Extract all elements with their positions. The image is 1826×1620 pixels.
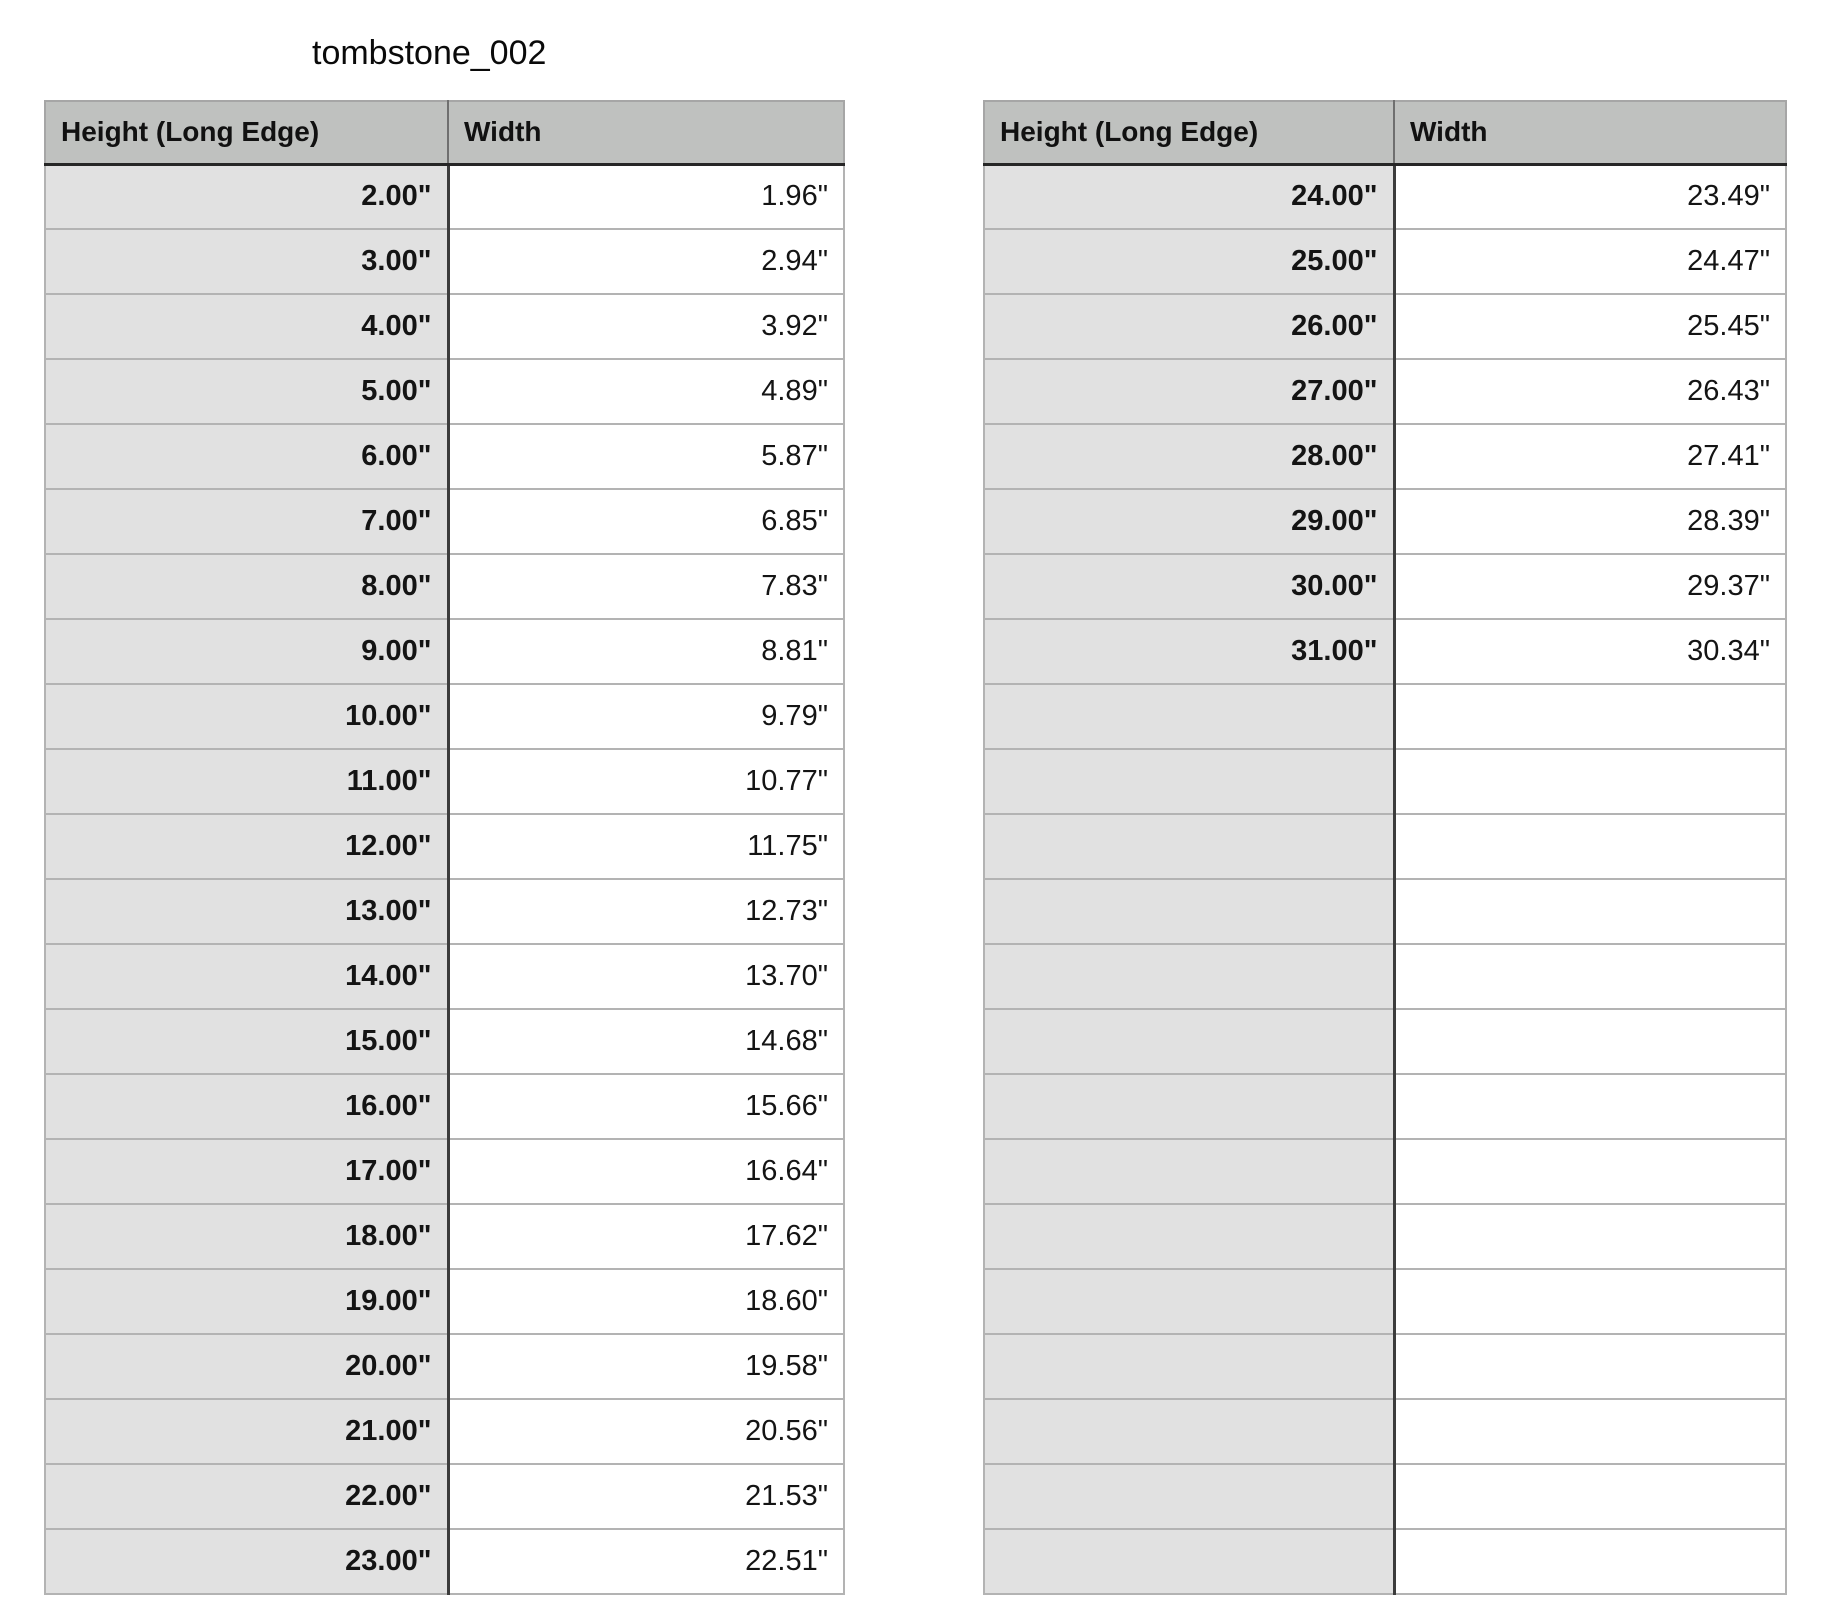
- width-cell: [1394, 879, 1786, 944]
- width-cell: 23.49": [1394, 164, 1786, 229]
- width-cell: [1394, 1399, 1786, 1464]
- height-cell: 20.00": [45, 1334, 448, 1399]
- table-row: [984, 424, 1786, 489]
- table-row: [984, 619, 1786, 684]
- table-row: [984, 1204, 1786, 1269]
- table-row: [45, 294, 844, 359]
- table-row: [45, 1529, 844, 1594]
- table-row: [984, 164, 1786, 229]
- height-cell: 30.00": [984, 554, 1394, 619]
- width-cell: 28.39": [1394, 489, 1786, 554]
- width-cell: [1394, 1204, 1786, 1269]
- height-cell: 16.00": [45, 1074, 448, 1139]
- height-cell: [984, 1009, 1394, 1074]
- width-cell: 30.34": [1394, 619, 1786, 684]
- table-row: [45, 684, 844, 749]
- table-body-left: [45, 164, 844, 1594]
- table-row: [984, 1009, 1786, 1074]
- height-cell: 21.00": [45, 1399, 448, 1464]
- height-cell: [984, 1334, 1394, 1399]
- height-cell: 27.00": [984, 359, 1394, 424]
- width-cell: 18.60": [448, 1269, 844, 1334]
- table-row: [45, 1269, 844, 1334]
- table-row: [984, 1529, 1786, 1594]
- width-cell: [1394, 1464, 1786, 1529]
- table-row: [45, 424, 844, 489]
- table-row: [45, 1204, 844, 1269]
- height-cell: 11.00": [45, 749, 448, 814]
- height-cell: 29.00": [984, 489, 1394, 554]
- width-cell: 2.94": [448, 229, 844, 294]
- height-cell: 2.00": [45, 164, 448, 229]
- width-cell: 21.53": [448, 1464, 844, 1529]
- width-cell: 10.77": [448, 749, 844, 814]
- height-cell: [984, 749, 1394, 814]
- height-cell: [984, 1074, 1394, 1139]
- width-cell: 4.89": [448, 359, 844, 424]
- table-row: [45, 944, 844, 1009]
- width-cell: [1394, 1334, 1786, 1399]
- width-cell: 6.85": [448, 489, 844, 554]
- width-cell: 11.75": [448, 814, 844, 879]
- height-cell: [984, 684, 1394, 749]
- height-cell: 17.00": [45, 1139, 448, 1204]
- height-cell: [984, 1269, 1394, 1334]
- height-cell: 6.00": [45, 424, 448, 489]
- table-row: [984, 879, 1786, 944]
- width-cell: 19.58": [448, 1334, 844, 1399]
- table-row: [45, 1009, 844, 1074]
- header-row: [45, 101, 844, 164]
- size-table-left: [44, 100, 845, 1595]
- table-row: [984, 1269, 1786, 1334]
- width-cell: 24.47": [1394, 229, 1786, 294]
- table-row: [984, 359, 1786, 424]
- height-cell: 12.00": [45, 814, 448, 879]
- height-cell: 19.00": [45, 1269, 448, 1334]
- table-row: [45, 359, 844, 424]
- height-cell: 23.00": [45, 1529, 448, 1594]
- height-cell: [984, 814, 1394, 879]
- width-cell: [1394, 1074, 1786, 1139]
- height-cell: [984, 1529, 1394, 1594]
- header-row: [984, 101, 1786, 164]
- table-row: [45, 749, 844, 814]
- height-cell: 10.00": [45, 684, 448, 749]
- table-row: [45, 1074, 844, 1139]
- table-row: [45, 554, 844, 619]
- width-cell: 15.66": [448, 1074, 844, 1139]
- width-cell: [1394, 684, 1786, 749]
- width-cell: 8.81": [448, 619, 844, 684]
- table-row: [984, 1139, 1786, 1204]
- height-cell: 9.00": [45, 619, 448, 684]
- height-cell: 13.00": [45, 879, 448, 944]
- table-row: [984, 749, 1786, 814]
- table-row: [984, 684, 1786, 749]
- table-row: [984, 1399, 1786, 1464]
- width-cell: 3.92": [448, 294, 844, 359]
- height-cell: [984, 1204, 1394, 1269]
- column-header-height: Height (Long Edge): [45, 101, 448, 164]
- width-cell: 12.73": [448, 879, 844, 944]
- table-row: [984, 554, 1786, 619]
- width-cell: 1.96": [448, 164, 844, 229]
- table-row: [45, 619, 844, 684]
- height-cell: 4.00": [45, 294, 448, 359]
- table-row: [984, 944, 1786, 1009]
- width-cell: [1394, 814, 1786, 879]
- width-cell: 17.62": [448, 1204, 844, 1269]
- table-row: [45, 1464, 844, 1529]
- height-cell: [984, 944, 1394, 1009]
- size-table-right: [983, 100, 1787, 1595]
- width-cell: [1394, 1269, 1786, 1334]
- width-cell: 22.51": [448, 1529, 844, 1594]
- height-cell: [984, 1139, 1394, 1204]
- width-cell: 5.87": [448, 424, 844, 489]
- height-cell: 22.00": [45, 1464, 448, 1529]
- height-cell: [984, 1464, 1394, 1529]
- width-cell: [1394, 1529, 1786, 1594]
- table-row: [45, 1399, 844, 1464]
- width-cell: 16.64": [448, 1139, 844, 1204]
- width-cell: [1394, 944, 1786, 1009]
- table-row: [984, 294, 1786, 359]
- table-row: [984, 814, 1786, 879]
- width-cell: 14.68": [448, 1009, 844, 1074]
- table-row: [984, 1464, 1786, 1529]
- width-cell: 26.43": [1394, 359, 1786, 424]
- column-header-width: Width: [448, 101, 844, 164]
- table-body-right: [984, 164, 1786, 1594]
- height-cell: 5.00": [45, 359, 448, 424]
- height-cell: 31.00": [984, 619, 1394, 684]
- height-cell: [984, 879, 1394, 944]
- column-header-width: Width: [1394, 101, 1786, 164]
- width-cell: 25.45": [1394, 294, 1786, 359]
- table-row: [45, 1334, 844, 1399]
- width-cell: 9.79": [448, 684, 844, 749]
- height-cell: 3.00": [45, 229, 448, 294]
- height-cell: 14.00": [45, 944, 448, 1009]
- table-row: [45, 879, 844, 944]
- sheet-title: tombstone_002: [312, 34, 547, 72]
- table-row: [984, 229, 1786, 294]
- height-cell: 26.00": [984, 294, 1394, 359]
- table-row: [45, 164, 844, 229]
- height-cell: 8.00": [45, 554, 448, 619]
- table-row: [45, 1139, 844, 1204]
- height-cell: 25.00": [984, 229, 1394, 294]
- height-cell: 15.00": [45, 1009, 448, 1074]
- table-row: [984, 1074, 1786, 1139]
- width-cell: 27.41": [1394, 424, 1786, 489]
- width-cell: 7.83": [448, 554, 844, 619]
- width-cell: [1394, 749, 1786, 814]
- width-cell: 20.56": [448, 1399, 844, 1464]
- width-cell: 13.70": [448, 944, 844, 1009]
- height-cell: 28.00": [984, 424, 1394, 489]
- table-row: [45, 489, 844, 554]
- table-row: [45, 814, 844, 879]
- table-row: [45, 229, 844, 294]
- width-cell: [1394, 1009, 1786, 1074]
- height-cell: 7.00": [45, 489, 448, 554]
- height-cell: 18.00": [45, 1204, 448, 1269]
- table-row: [984, 1334, 1786, 1399]
- width-cell: [1394, 1139, 1786, 1204]
- table-row: [984, 489, 1786, 554]
- height-cell: 24.00": [984, 164, 1394, 229]
- height-cell: [984, 1399, 1394, 1464]
- column-header-height: Height (Long Edge): [984, 101, 1394, 164]
- width-cell: 29.37": [1394, 554, 1786, 619]
